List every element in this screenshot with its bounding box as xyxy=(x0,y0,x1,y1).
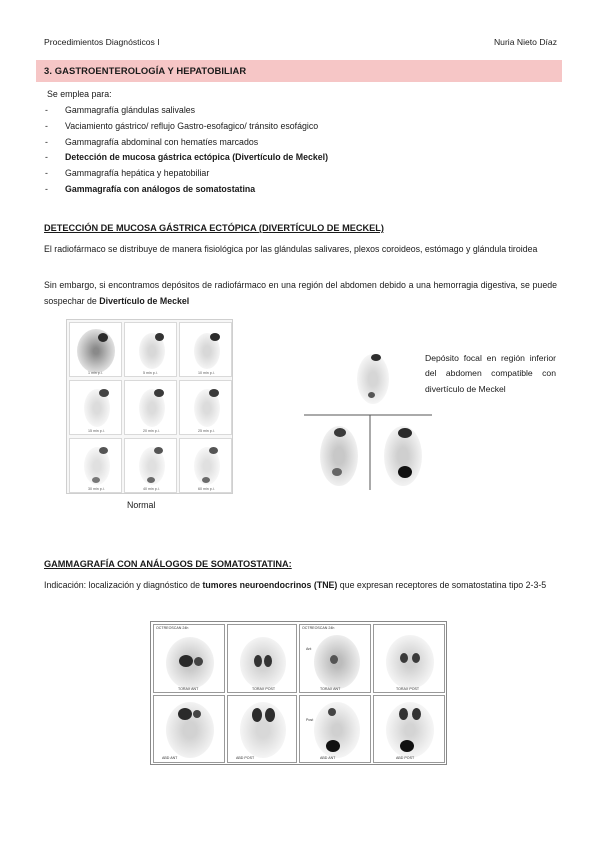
panel-side-mark: Post xyxy=(306,718,314,722)
scan-frame xyxy=(373,624,445,693)
panel-label: TORAX ANT xyxy=(178,687,199,691)
page-header xyxy=(44,37,557,51)
meckel-paragraph-2 xyxy=(44,277,557,309)
author-name: Nuria Nieto Díaz xyxy=(493,37,557,47)
somatostatin-keyword: tumores neuroendocrinos (TNE) xyxy=(202,580,338,590)
meckel-anterior-scan xyxy=(310,422,368,488)
panel-header: OCTREOSCAN 24h xyxy=(302,626,335,630)
list-item: - Detección de mucosa gástrica ectópica (Divertículo de Meckel) xyxy=(45,150,425,166)
panel-label: ABD ANT xyxy=(162,756,178,760)
meckel-keyword: Divertículo de Meckel xyxy=(99,296,190,306)
scan-frame xyxy=(227,695,297,763)
somatostatin-paragraph xyxy=(44,577,557,593)
scan-frame xyxy=(299,695,371,763)
scan-frame xyxy=(299,624,371,693)
scan-frame xyxy=(227,624,297,693)
somatostatin-text: que expresan receptores de somatostatina tipo 2-3-5 xyxy=(337,580,547,590)
scan-frame xyxy=(124,380,177,435)
time-label: 60 min p.i. xyxy=(198,487,215,491)
scan-frame xyxy=(124,322,177,377)
course-name: Procedimientos Diagnósticos I xyxy=(44,37,160,47)
list-item: - Gammagrafía hepática y hepatobiliar xyxy=(45,166,425,182)
list-item-text: Gammagrafía con análogos de somatostatina xyxy=(65,183,256,194)
time-label: 1 min p.i. xyxy=(88,371,103,375)
list-item: - Gammagrafía con análogos de somatostatina xyxy=(45,182,425,198)
scan-frame xyxy=(179,322,232,377)
panel-label: TORAX POST xyxy=(396,687,420,691)
normal-scan-grid xyxy=(66,319,233,494)
list-item-text: Detección de mucosa gástrica ectópica (Divertículo de Meckel) xyxy=(65,152,329,163)
list-item: - Gammagrafía glándulas salivales xyxy=(45,103,425,119)
meckel-posterior-scan xyxy=(376,422,430,488)
scan-frame xyxy=(153,695,225,763)
scan-frame xyxy=(179,380,232,435)
scan-frame xyxy=(69,322,122,377)
somatostatin-text: Indicación: localización y diagnóstico de xyxy=(44,580,203,590)
scan-frame xyxy=(124,438,177,493)
list-item-text: Vaciamiento gástrico/ reflujo Gastro-esofagico/ tránsito esofágico xyxy=(65,120,319,131)
section-title: 3. GASTROENTEROLOGÍA Y HEPATOBILIAR xyxy=(44,65,247,76)
time-label: 15 min p.i. xyxy=(88,429,105,433)
list-item: - Gammagrafía abdominal con hematíes marcados xyxy=(45,135,425,151)
scan-frame xyxy=(69,380,122,435)
scan-frame xyxy=(153,624,225,693)
panel-label: TORAX ANT xyxy=(320,687,341,691)
scan-frame xyxy=(373,695,445,763)
list-item-text: Gammagrafía abdominal con hematíes marcados xyxy=(65,136,259,147)
focal-caption: Depósito focal en región inferior del abdomen compatible con divertículo de Meckel xyxy=(425,353,556,394)
section-title-bar xyxy=(36,60,562,82)
meckel-focal-scan xyxy=(335,352,411,406)
panel-label: ABD POST xyxy=(396,756,415,760)
panel-label: ABD POST xyxy=(236,756,255,760)
uses-list xyxy=(45,103,425,198)
meckel-heading: DETECCIÓN DE MUCOSA GÁSTRICA ECTÓPICA (DIVERTÍCULO DE MECKEL) xyxy=(44,223,384,233)
time-label: 10 min p.i. xyxy=(198,371,215,375)
intro-text: Se emplea para: xyxy=(47,89,112,99)
panel-side-mark: Ant xyxy=(306,647,312,651)
octreoscan-panel xyxy=(150,621,447,765)
meckel-paragraph-2-text: Sin embargo, si encontramos depósitos de radiofármaco en una región del abdomen debido a una hemorragia digestiva, se puede sospechar de xyxy=(44,280,557,306)
list-item-text: Gammagrafía glándulas salivales xyxy=(65,105,196,115)
time-label: 40 min p.i. xyxy=(143,487,160,491)
list-item: - Vaciamiento gástrico/ reflujo Gastro-esofagico/ tránsito esofágico xyxy=(45,119,425,135)
panel-header: OCTREOSCAN 24h xyxy=(156,626,189,630)
somatostatin-heading: GAMMAGRAFÍA CON ANÁLOGOS DE SOMATOSTATINA: xyxy=(44,559,292,569)
meckel-paragraph-1: El radiofármaco se distribuye de manera fisiológica por las glándulas salivares, plexos coroideos, estómago y glándula tiroidea xyxy=(44,244,538,254)
time-label: 25 min p.i. xyxy=(198,429,215,433)
normal-caption: Normal xyxy=(127,500,156,510)
scan-frame xyxy=(69,438,122,493)
panel-label: ABD ANT xyxy=(320,756,336,760)
scan-frame xyxy=(179,438,232,493)
time-label: 5 min p.i. xyxy=(143,371,158,375)
time-label: 30 min p.i. xyxy=(88,487,105,491)
list-item-text: Gammagrafía hepática y hepatobiliar xyxy=(65,168,210,179)
panel-label: TORAX POST xyxy=(252,687,276,691)
time-label: 20 min p.i. xyxy=(143,429,160,433)
